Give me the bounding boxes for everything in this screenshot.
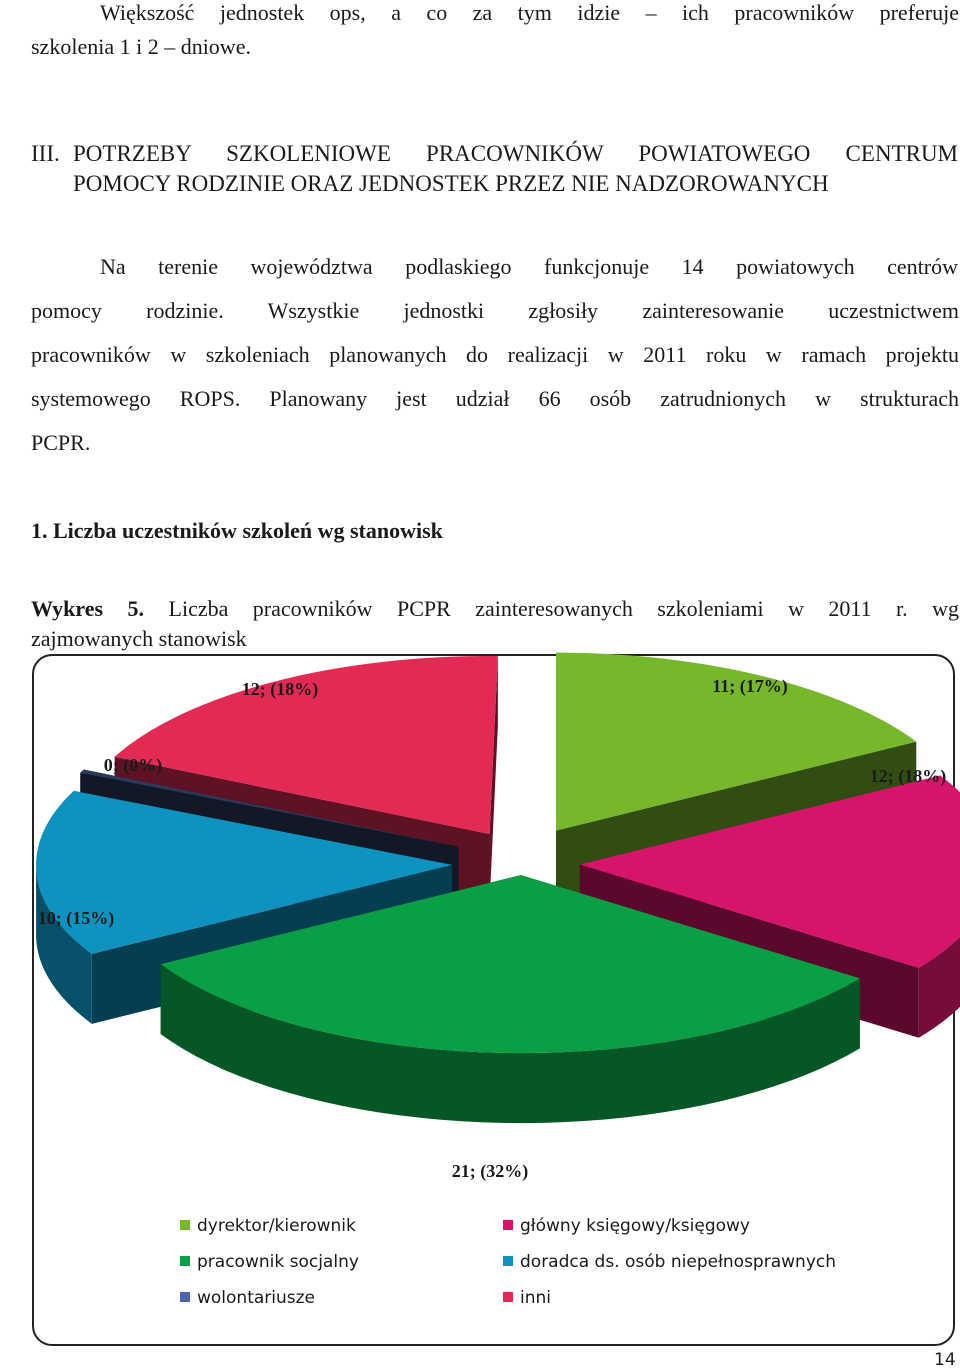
paragraph-line-3: pracowników w szkoleniach planowanych do realizacji w 2011 roku w ramach projektu [31, 342, 959, 367]
legend-label: główny księgowy/księgowy [520, 1216, 750, 1236]
data-label: 10; (15%) [37, 908, 115, 928]
legend-item [180, 1288, 315, 1308]
figure-caption-line-2: zajmowanych stanowisk [31, 626, 247, 651]
legend-label: doradca ds. osób niepełnosprawnych [520, 1252, 836, 1272]
legend-item [503, 1252, 836, 1272]
section-number: III. [31, 141, 60, 166]
figure-caption-text: Liczba pracowników PCPR zainteresowanych szkoleniami w 2011 r. wg [168, 596, 959, 621]
legend-label: wolontariusze [197, 1288, 316, 1308]
legend-swatch [503, 1220, 513, 1230]
section-title-2: POMOCY RODZINIE ORAZ JEDNOSTEK PRZEZ NIE NADZOROWANYCH [73, 171, 829, 196]
paragraph-line-4: systemowego ROPS. Planowany jest udział 66 osób zatrudnionych w strukturach [31, 386, 959, 411]
legend-label: inni [520, 1288, 551, 1308]
legend-item [180, 1252, 359, 1272]
legend-swatch [503, 1292, 513, 1302]
page-number: 14 [934, 1350, 956, 1370]
subsection-heading: 1. Liczba uczestników szkoleń wg stanowisk [31, 518, 443, 543]
data-label: 12; (18%) [241, 679, 319, 699]
data-label: 11; (17%) [712, 676, 788, 696]
section-title-1: POTRZEBY SZKOLENIOWE PRACOWNIKÓW POWIATOWEGO CENTRUM [73, 141, 958, 166]
data-label: 0; (0%) [103, 755, 163, 775]
paragraph-line-2: pomocy rodzinie. Wszystkie jednostki zgłosiły zainteresowanie uczestnictwem [31, 298, 959, 323]
data-label: 12; (18%) [869, 766, 947, 786]
legend-item [503, 1216, 750, 1236]
legend-item [180, 1216, 356, 1236]
intro-line-2: szkolenia 1 i 2 – dniowe. [31, 34, 251, 59]
paragraph-line-5: PCPR. [31, 430, 91, 455]
paragraph-line-1: Na terenie województwa podlaskiego funkcjonuje 14 powiatowych centrów [100, 254, 958, 279]
figure-label: Wykres 5. [31, 596, 145, 621]
intro-line-1: Większość jednostek ops, a co za tym idzie – ich pracowników preferuje [100, 0, 959, 25]
legend-swatch [180, 1292, 190, 1302]
data-label: 21; (32%) [451, 1161, 529, 1181]
legend-item [503, 1288, 551, 1308]
legend-label: dyrektor/kierownik [197, 1216, 356, 1236]
legend-swatch [180, 1220, 190, 1230]
legend-label: pracownik socjalny [197, 1252, 359, 1272]
legend-swatch [503, 1256, 513, 1266]
legend-swatch [180, 1256, 190, 1266]
